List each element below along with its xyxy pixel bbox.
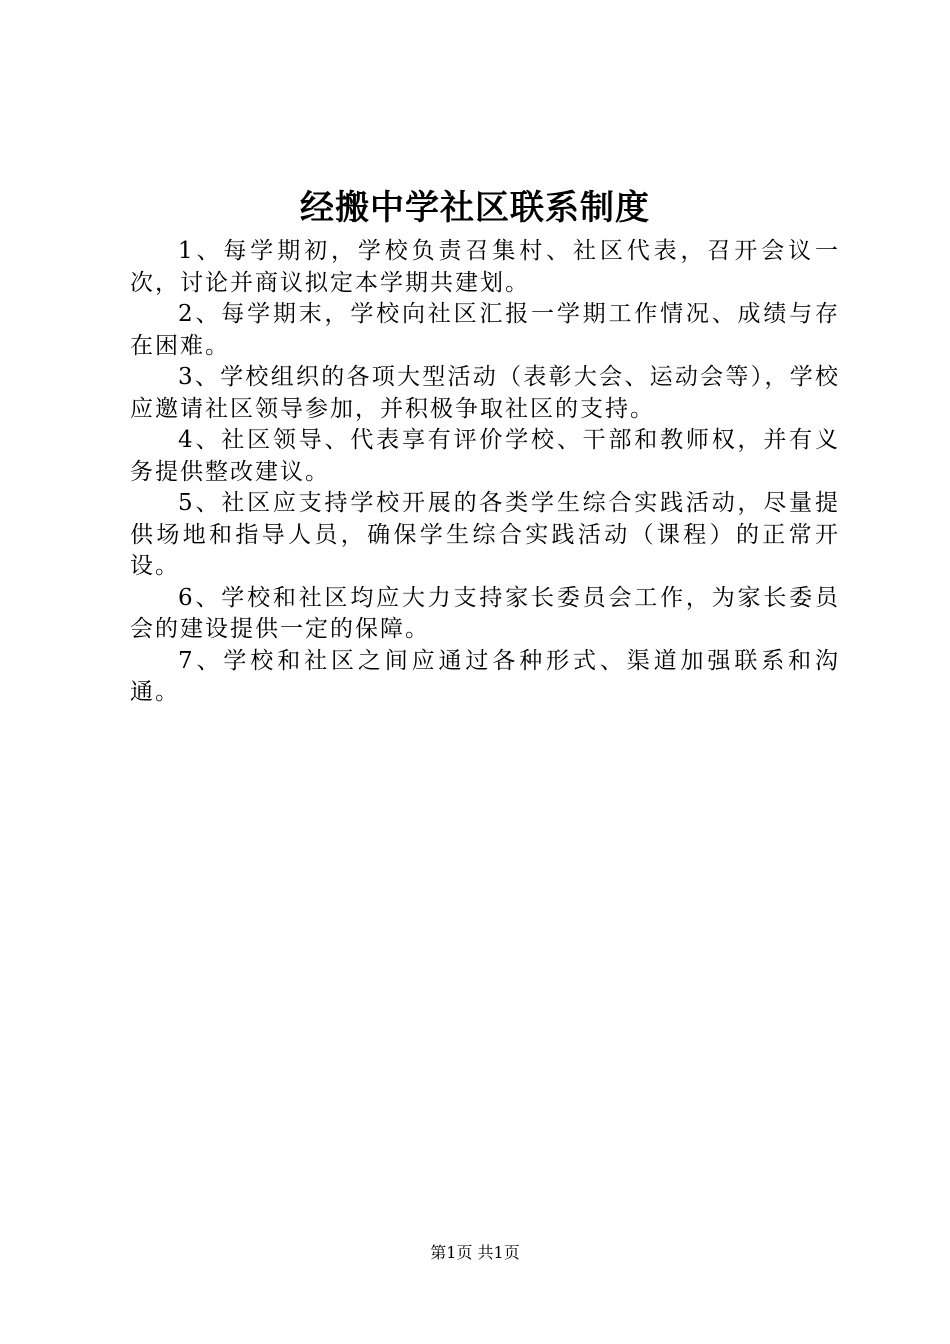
paragraph-3: 3、学校组织的各项大型活动（表彰大会、运动会等），学校应邀请社区领导参加，并积极争取社区的支持。	[130, 364, 840, 422]
page-footer: 第1页 共1页	[430, 1243, 520, 1262]
paragraph-6: 6、学校和社区均应大力支持家长委员会工作，为家长委员会的建设提供一定的保障。	[130, 584, 840, 642]
paragraph-2: 2、每学期末，学校向社区汇报一学期工作情况、成绩与存在困难。	[130, 301, 840, 359]
paragraph-5: 5、社区应支持学校开展的各类学生综合实践活动，尽量提供场地和指导人员，确保学生综合实践活动（课程）的正常开设。	[130, 490, 840, 579]
paragraph-4: 4、社区领导、代表享有评价学校、干部和教师权，并有义务提供整改建议。	[130, 427, 840, 485]
document-body	[130, 236, 840, 709]
document-title: 经搬中学社区联系制度	[300, 188, 650, 228]
paragraph-1: 1、每学期初，学校负责召集村、社区代表，召开会议一次，讨论并商议拟定本学期共建划。	[130, 238, 840, 296]
paragraph-7: 7、学校和社区之间应通过各种形式、渠道加强联系和沟通。	[130, 647, 840, 705]
